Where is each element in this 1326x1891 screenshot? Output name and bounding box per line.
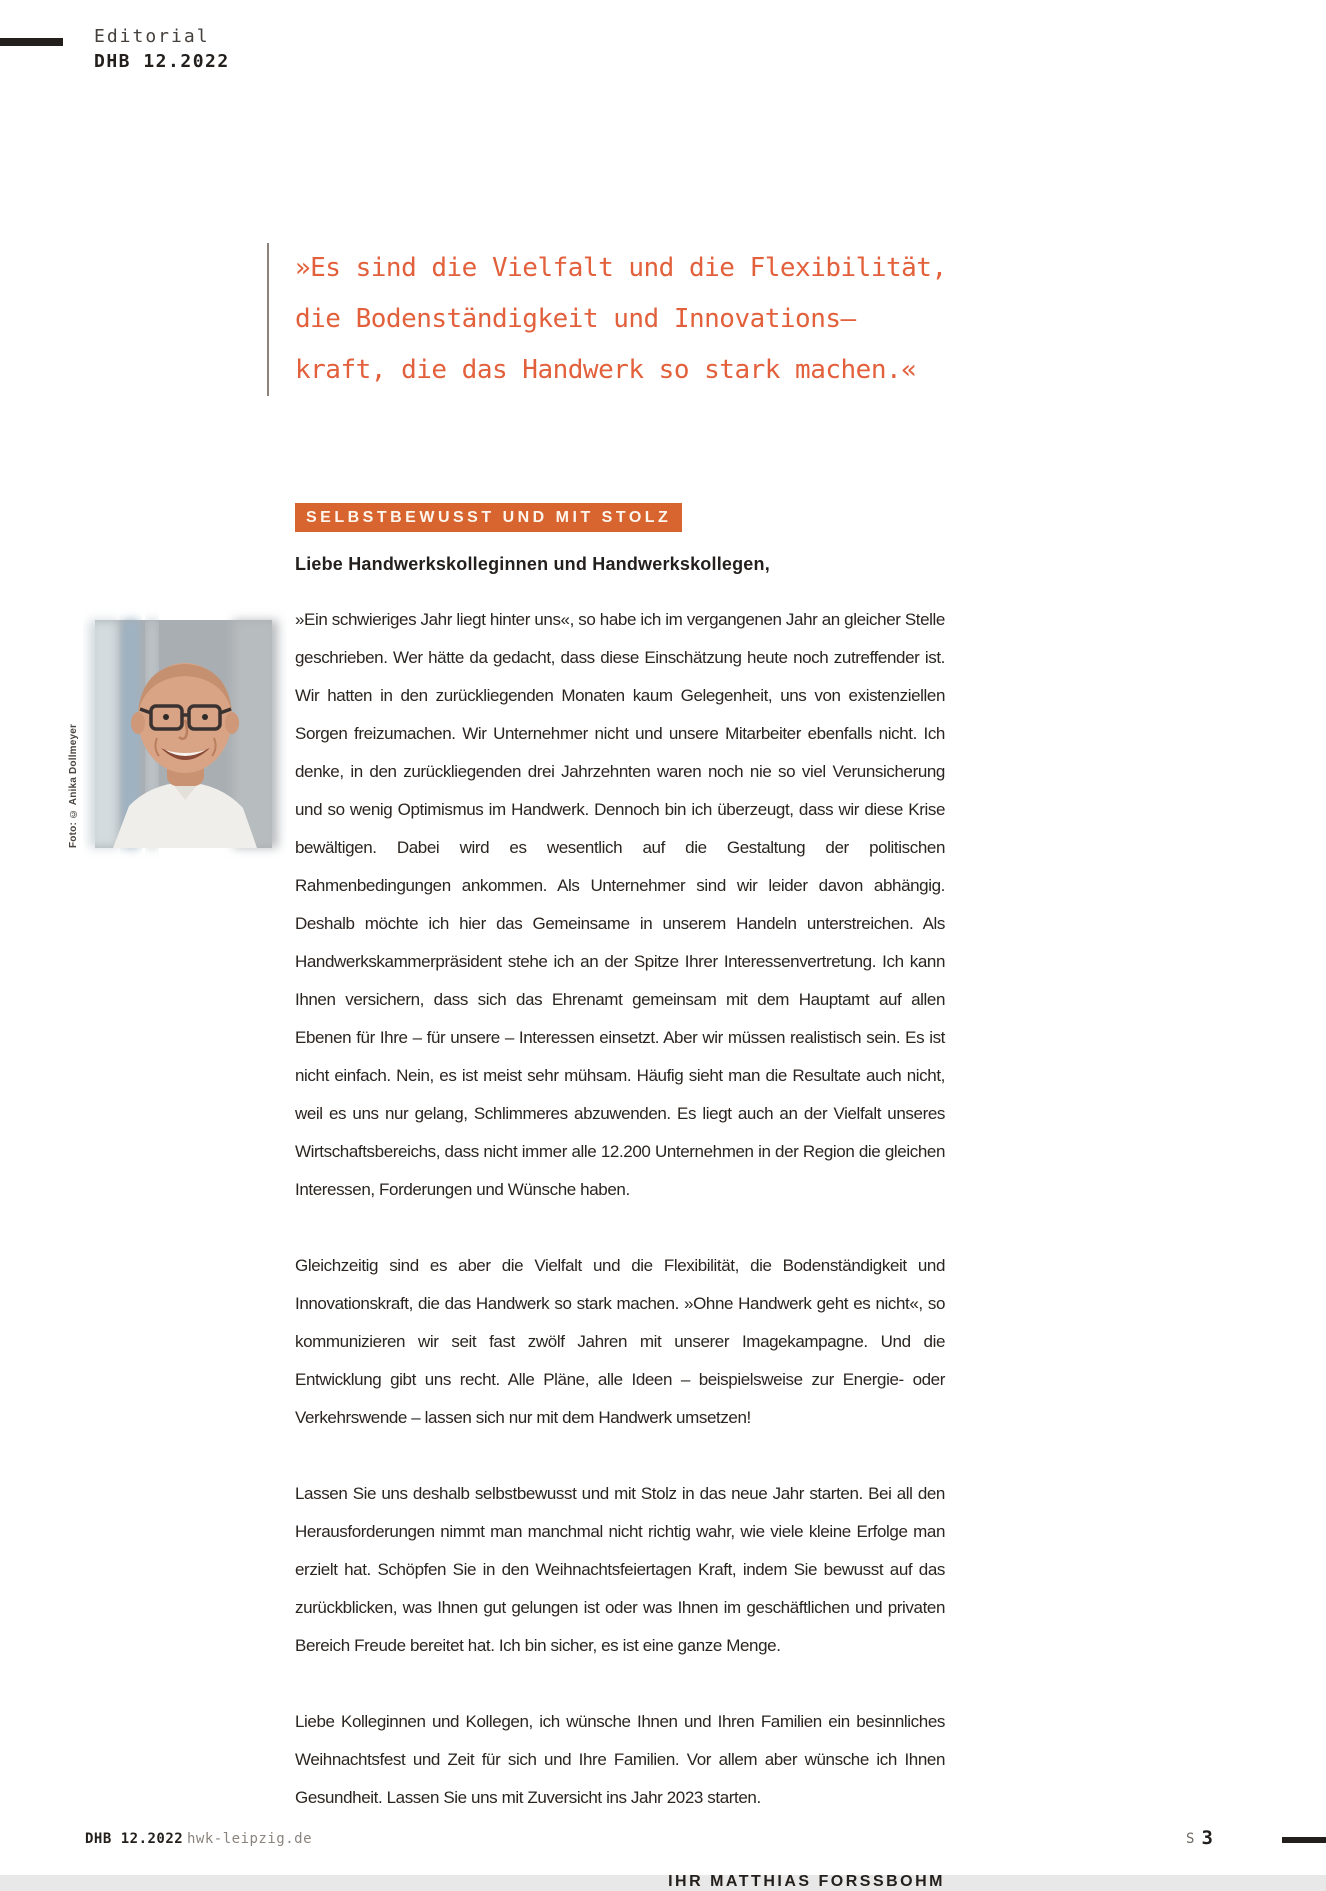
body-paragraph: »Ein schwieriges Jahr liegt hinter uns«, so habe ich im vergangenen Jahr an gleicher Stelle geschrieben. Wer hätte da gedacht, dass diese Einschätzung heute noch zutreffender ist. Wir hatten in den zurückliegenden Monaten kaum Gelegenheit, uns von existenziellen Sorgen freizumachen. Wir Unternehmer nicht und unsere Mitarbeiter ebenfalls nicht. Ich denke, in den zurückliegenden drei Jahrzehnten waren noch nie so viel Verunsicherung und so wenig Optimismus im Handwerk. Dennoch bin ich überzeugt, dass wir diese Krise bewältigen. Dabei wird es wesentlich auf die Gestaltung der politischen Rahmenbedingungen ankommen. Als Unternehmer sind wir leider davon abhängig. Deshalb möchte ich hier das Gemeinsame in unserem Handeln unterstreichen. Als Handwerkskammerpräsident stehe ich an der Spitze Ihrer Interessenvertretung. Ich kann Ihnen versichern, dass sich das Ehrenamt gemeinsam mit dem Hauptamt auf allen Ebenen für Ihre – für unsere – Interessen einsetzt. Aber wir müssen realistisch sein. Es ist nicht einfach. Nein, es ist meist sehr mühsam. Häufig sieht man die Resultate auch nicht, weil es uns nur gelang, Schlimmeres abzuwenden. Es liegt auch an der Vielfalt unseres Wirtschaftsbereichs, dass nicht immer alle 12.200 Unternehmen in der Region die gleichen Interessen, Forderungen und Wünsche haben. — [295, 610, 945, 1199]
footer-page-number — [1186, 1827, 1213, 1849]
pull-quote-line: die Bodenständigkeit und Innovations– — [295, 304, 856, 334]
pull-quote — [267, 243, 947, 396]
signoff: IHR MATTHIAS FORSSBOHM — [668, 1873, 945, 1890]
portrait-illustration — [95, 620, 272, 848]
section-label: Editorial — [94, 26, 210, 47]
body-paragraph: Lassen Sie uns deshalb selbstbewusst und mit Stolz in das neue Jahr starten. Bei all den Herausforderungen nimmt man manchmal nicht richtig wahr, wie viele kleine Erfolge man erzielt hat. Schöpfen Sie in den Weihnachtsfeiertagen Kraft, indem Sie bewusst auf das zurückblicken, was Ihnen gut gelungen ist oder was Ihnen im geschäftlichen und privaten Bereich Freude bereitet hat. Ich bin sicher, es ist eine ganze Menge. — [295, 1484, 945, 1655]
footer-website: hwk-leipzig.de — [187, 1831, 313, 1847]
header-rule-bar — [0, 38, 63, 46]
pull-quote-line: »Es sind die Vielfalt und die Flexibilität, — [295, 253, 947, 283]
footer-rule-bar — [1282, 1837, 1326, 1843]
footer-issue-label: DHB 12.2022 — [85, 1831, 184, 1847]
body-paragraph: Gleichzeitig sind es aber die Vielfalt und die Flexibilität, die Bodenständigkeit und Innovationskraft, die das Handwerk so stark machen. »Ohne Handwerk geht es nicht«, so kommunizieren wir seit fast zwölf Jahren mit unserer Imagekampagne. Und die Entwicklung gibt uns recht. Alle Pläne, alle Ideen – beispielsweise zur Energie- oder Verkehrswende – lassen sich nur mit dem Handwerk umsetzen! — [295, 1256, 945, 1427]
page-number: 3 — [1201, 1827, 1213, 1849]
pull-quote-line: kraft, die das Handwerk so stark machen.« — [295, 355, 917, 385]
body-paragraph: Liebe Kolleginnen und Kollegen, ich wünsche Ihnen und Ihren Familien ein besinnliches Weihnachtsfest und Zeit für sich und Ihre Familien. Vor allem aber wünsche ich Ihnen Gesundheit. Lassen Sie uns mit Zuversicht ins Jahr 2023 starten. — [295, 1712, 945, 1807]
issue-label: DHB 12.2022 — [94, 51, 230, 72]
portrait-photo — [95, 620, 272, 848]
photo-credit-caption: Foto: © Anika Dollmeyer — [68, 723, 79, 848]
salutation-heading: Liebe Handwerkskolleginnen und Handwerkskollegen, — [295, 554, 770, 574]
page-prefix: S — [1186, 1831, 1195, 1847]
editorial-body — [295, 601, 945, 1891]
kicker-badge: SELBSTBEWUSST UND MIT STOLZ — [295, 503, 682, 532]
